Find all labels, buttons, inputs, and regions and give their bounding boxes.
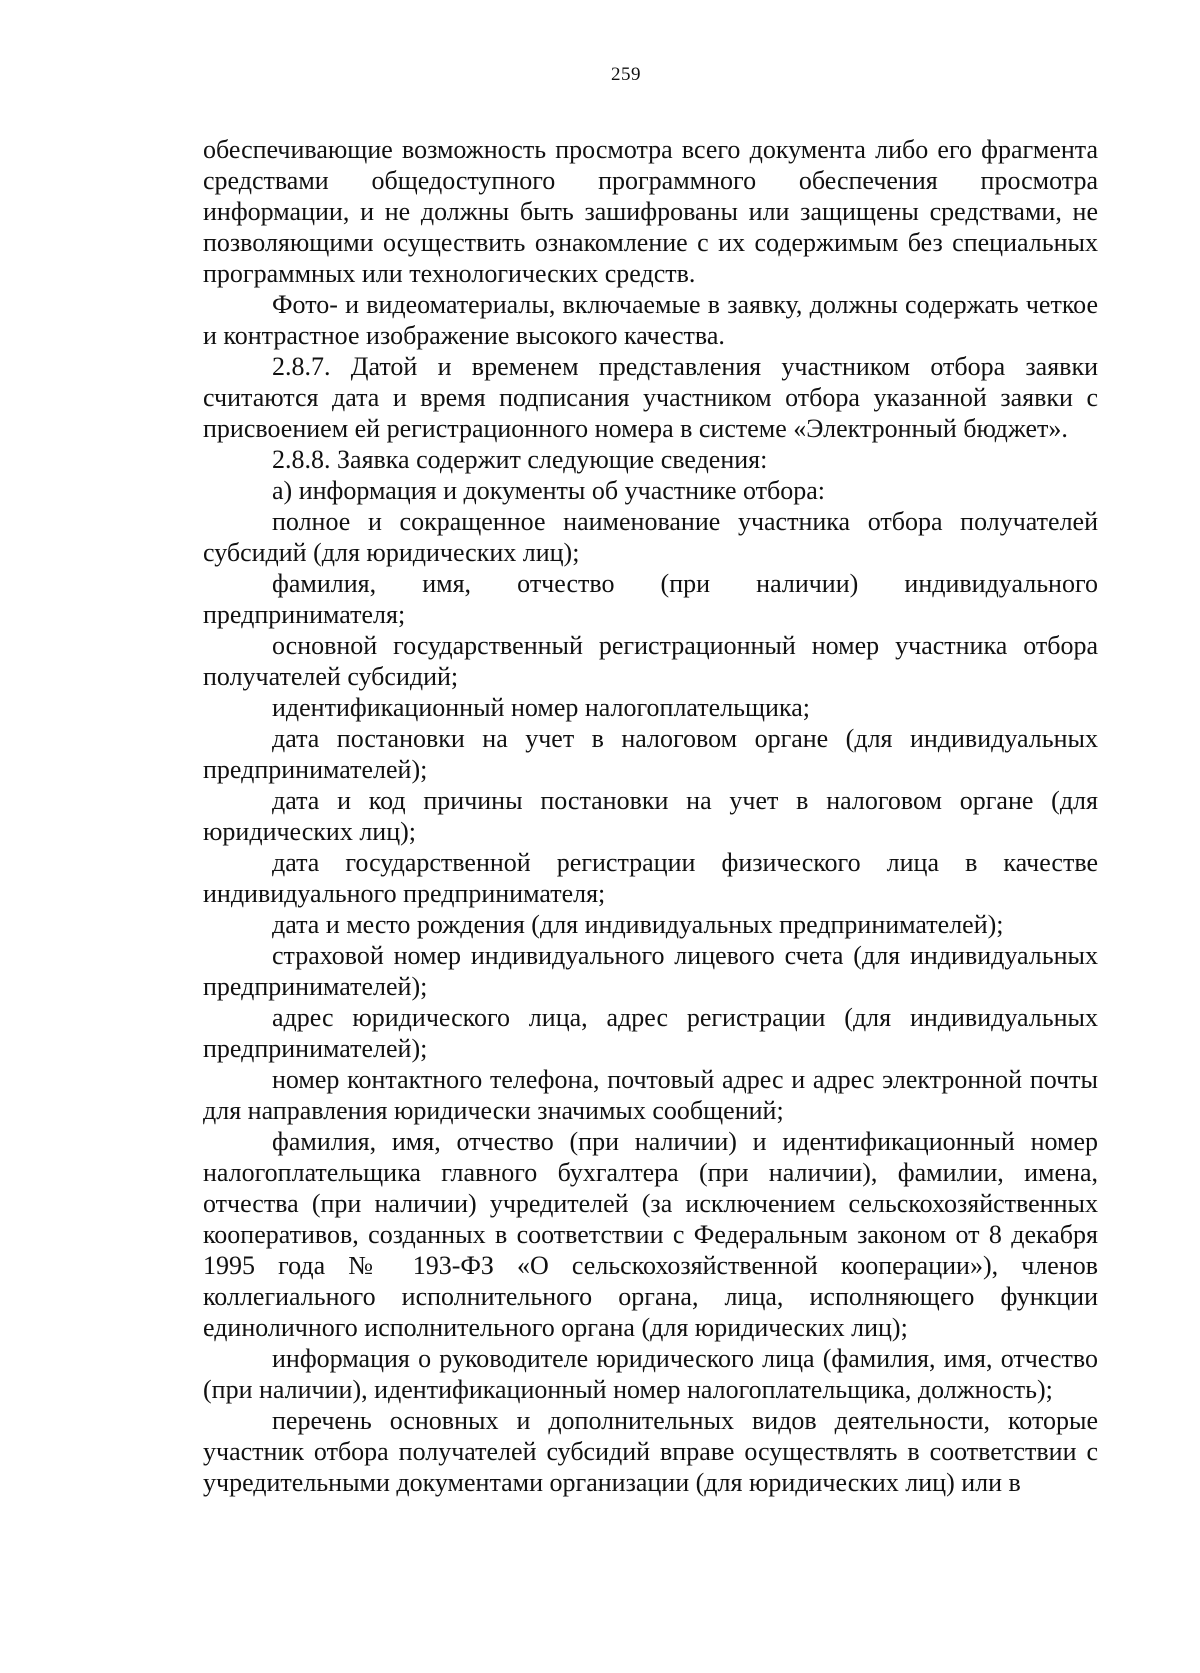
list-item-head: информация о руководителе юридического лица (фамилия, имя, отчество (при наличии), идентификационный номер налогоплательщика, должность); <box>203 1344 1098 1404</box>
list-item-activities: перечень основных и дополнительных видов деятельности, которые участник отбора получателей субсидий вправе осуществлять в соответствии с учредительными документами организации (для юридических лиц) или в <box>203 1406 1098 1497</box>
list-item-fio: фамилия, имя, отчество (при наличии) индивидуального предпринимателя; <box>203 569 1098 629</box>
list-item-kpp: дата и код причины постановки на учет в налоговом органе (для юридических лиц); <box>203 786 1098 846</box>
list-item-ogrn: основной государственный регистрационный номер участника отбора получателей субсидий; <box>203 631 1098 691</box>
list-item-contacts: номер контактного телефона, почтовый адрес и адрес электронной почты для направления юридически значимых сообщений; <box>203 1065 1098 1125</box>
paragraph-continuation: обеспечивающие возможность просмотра всего документа либо его фрагмента средствами общедоступного программного обеспечения просмотра информации, и не должны быть зашифрованы или защищены средствами, не позволяющими осуществить ознакомление с их содержимым без специальных программных или технологических средств. <box>203 135 1098 288</box>
list-item-state-registration-date: дата государственной регистрации физического лица в качестве индивидуального предпринимателя; <box>203 848 1098 908</box>
list-item-address: адрес юридического лица, адрес регистрации (для индивидуальных предпринимателей); <box>203 1003 1098 1063</box>
paragraph-2-8-7: 2.8.7. Датой и временем представления участником отбора заявки считаются дата и время подписания участником отбора указанной заявки с присвоением ей регистрационного номера в системе «Электронный бюджет». <box>203 352 1098 443</box>
page-number: 259 <box>611 64 641 85</box>
document-body <box>203 134 1098 1498</box>
paragraph-2-8-8: 2.8.8. Заявка содержит следующие сведения: <box>272 445 768 474</box>
list-item-birth: дата и место рождения (для индивидуальных предпринимателей); <box>272 910 1004 939</box>
paragraph-photo-video: Фото- и видеоматериалы, включаемые в заявку, должны содержать четкое и контрастное изображение высокого качества. <box>203 290 1098 350</box>
list-item-name: полное и сокращенное наименование участника отбора получателей субсидий (для юридических лиц); <box>203 507 1098 567</box>
list-item-founders: фамилия, имя, отчество (при наличии) и идентификационный номер налогоплательщика главного бухгалтера (при наличии), фамилии, имена, отчества (при наличии) учредителей (за исключением сельскохозяйственных кооперативов, созданных в соответствии с Федеральным законом от 8 декабря 1995 года № 193-ФЗ «О сельскохозяйственной кооперации»), членов коллегиального исполнительного органа, лица, исполняющего функции единоличного исполнительного органа (для юридических лиц); <box>203 1127 1098 1342</box>
list-item-snils: страховой номер индивидуального лицевого счета (для индивидуальных предпринимателей); <box>203 941 1098 1001</box>
list-item-tax-registration-date: дата постановки на учет в налоговом органе (для индивидуальных предпринимателей); <box>203 724 1098 784</box>
paragraph-item-a: а) информация и документы об участнике отбора: <box>272 476 825 505</box>
list-item-inn: идентификационный номер налогоплательщика; <box>272 693 810 722</box>
